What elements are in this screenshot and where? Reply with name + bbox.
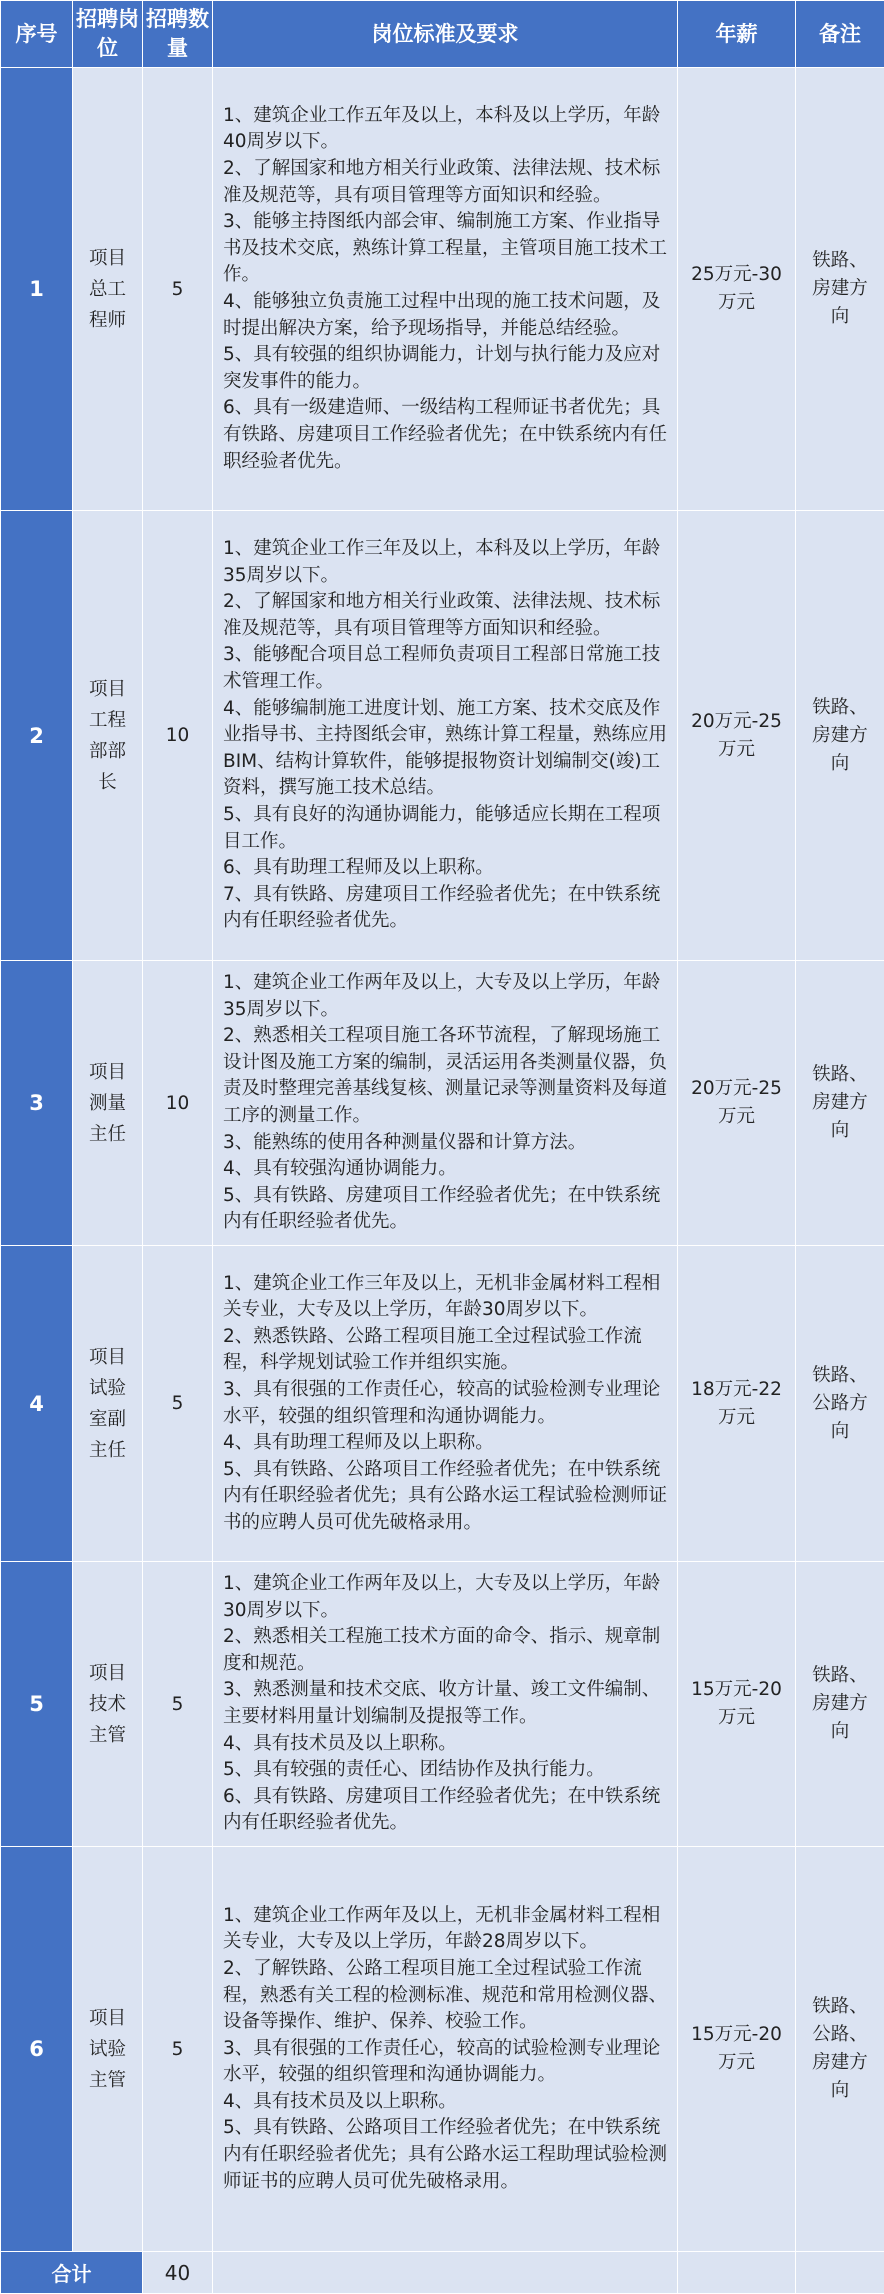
row-salary: 18万元-22万元 <box>678 1246 796 1562</box>
header-count: 招聘数量 <box>143 1 213 68</box>
requirement-item: 4、具有技术员及以上职称。 <box>223 1731 673 1758</box>
row-position: 项目测量主任 <box>73 961 143 1246</box>
requirement-item: 2、熟悉铁路、公路工程项目施工全过程试验工作流程，科学规划试验工作并组织实施。 <box>223 1324 673 1377</box>
requirement-item: 6、具有助理工程师及以上职称。 <box>223 855 673 882</box>
total-empty-cell <box>213 2252 678 2294</box>
requirement-item: 2、了解铁路、公路工程项目施工全过程试验工作流程，熟悉有关工程的检测标准、规范和常用检测仪器、设备等操作、维护、保养、校验工作。 <box>223 1956 673 2036</box>
total-row <box>1 2252 884 2294</box>
row-count: 10 <box>143 511 213 961</box>
requirement-item: 3、能熟练的使用各种测量仪器和计算方法。 <box>223 1130 673 1157</box>
row-requirements <box>213 1562 678 1847</box>
total-label: 合计 <box>1 2252 143 2294</box>
row-count: 5 <box>143 1562 213 1847</box>
requirement-item: 1、建筑企业工作五年及以上，本科及以上学历，年龄40周岁以下。 <box>223 103 673 156</box>
row-note: 铁路、公路方向 <box>796 1246 884 1562</box>
table-row <box>1 1562 884 1847</box>
row-salary: 20万元-25万元 <box>678 511 796 961</box>
row-seq: 3 <box>1 961 73 1246</box>
requirement-item: 4、能够编制施工进度计划、施工方案、技术交底及作业指导书、主持图纸会审，熟练计算工程量，熟练应用BIM、结构计算软件，能够提报物资计划编制交(竣)工资料，撰写施工技术总结。 <box>223 696 673 802</box>
requirement-item: 3、熟悉测量和技术交底、收方计量、竣工文件编制、主要材料用量计划编制及提报等工作。 <box>223 1677 673 1730</box>
requirement-item: 1、建筑企业工作两年及以上，大专及以上学历，年龄35周岁以下。 <box>223 970 673 1023</box>
requirement-item: 6、具有一级建造师、一级结构工程师证书者优先；具有铁路、房建项目工作经验者优先；在中铁系统内有任职经验者优先。 <box>223 395 673 475</box>
row-position: 项目总工程师 <box>73 68 143 511</box>
requirement-item: 1、建筑企业工作两年及以上，大专及以上学历，年龄30周岁以下。 <box>223 1571 673 1624</box>
row-count: 5 <box>143 1246 213 1562</box>
row-salary: 15万元-20万元 <box>678 1562 796 1847</box>
requirement-item: 2、了解国家和地方相关行业政策、法律法规、技术标准及规范等，具有项目管理等方面知识和经验。 <box>223 589 673 642</box>
row-salary: 15万元-20万元 <box>678 1847 796 2252</box>
header-row <box>1 1 884 68</box>
row-position: 项目试验主管 <box>73 1847 143 2252</box>
row-seq: 4 <box>1 1246 73 1562</box>
total-empty-cell <box>678 2252 796 2294</box>
row-note: 铁路、房建方向 <box>796 511 884 961</box>
requirement-item: 5、具有铁路、公路项目工作经验者优先；在中铁系统内有任职经验者优先；具有公路水运工程助理试验检测师证书的应聘人员可优先破格录用。 <box>223 2115 673 2195</box>
requirement-item: 3、具有很强的工作责任心，较高的试验检测专业理论水平，较强的组织管理和沟通协调能力。 <box>223 1377 673 1430</box>
table-row <box>1 961 884 1246</box>
row-requirements <box>213 68 678 511</box>
header-note: 备注 <box>796 1 884 68</box>
row-requirements <box>213 1847 678 2252</box>
row-note: 铁路、房建方向 <box>796 1562 884 1847</box>
requirement-item: 5、具有铁路、房建项目工作经验者优先；在中铁系统内有任职经验者优先。 <box>223 1183 673 1236</box>
requirement-item: 5、具有良好的沟通协调能力，能够适应长期在工程项目工作。 <box>223 802 673 855</box>
table-row <box>1 1246 884 1562</box>
requirement-item: 6、具有铁路、房建项目工作经验者优先；在中铁系统内有任职经验者优先。 <box>223 1784 673 1837</box>
row-count: 5 <box>143 68 213 511</box>
requirement-item: 3、能够主持图纸内部会审、编制施工方案、作业指导书及技术交底，熟练计算工程量，主管项目施工技术工作。 <box>223 209 673 289</box>
table-row <box>1 68 884 511</box>
total-empty-cell <box>796 2252 884 2294</box>
row-note: 铁路、公路、房建方向 <box>796 1847 884 2252</box>
requirement-item: 4、具有技术员及以上职称。 <box>223 2089 673 2116</box>
requirement-item: 5、具有较强的责任心、团结协作及执行能力。 <box>223 1757 673 1784</box>
requirement-item: 4、具有较强沟通协调能力。 <box>223 1156 673 1183</box>
requirement-item: 1、建筑企业工作两年及以上，无机非金属材料工程相关专业，大专及以上学历，年龄28周岁以下。 <box>223 1903 673 1956</box>
header-requirements: 岗位标准及要求 <box>213 1 678 68</box>
requirement-item: 3、能够配合项目总工程师负责项目工程部日常施工技术管理工作。 <box>223 642 673 695</box>
row-salary: 25万元-30万元 <box>678 68 796 511</box>
row-position: 项目试验室副主任 <box>73 1246 143 1562</box>
row-requirements <box>213 961 678 1246</box>
requirement-item: 5、具有铁路、公路项目工作经验者优先；在中铁系统内有任职经验者优先；具有公路水运工程试验检测师证书的应聘人员可优先破格录用。 <box>223 1457 673 1537</box>
row-count: 5 <box>143 1847 213 2252</box>
row-position: 项目工程部部长 <box>73 511 143 961</box>
requirement-item: 7、具有铁路、房建项目工作经验者优先；在中铁系统内有任职经验者优先。 <box>223 882 673 935</box>
requirement-item: 2、了解国家和地方相关行业政策、法律法规、技术标准及规范等，具有项目管理等方面知识和经验。 <box>223 156 673 209</box>
requirement-item: 1、建筑企业工作三年及以上，无机非金属材料工程相关专业，大专及以上学历，年龄30周岁以下。 <box>223 1271 673 1324</box>
row-requirements <box>213 511 678 961</box>
row-seq: 2 <box>1 511 73 961</box>
row-requirements <box>213 1246 678 1562</box>
row-note: 铁路、房建方向 <box>796 68 884 511</box>
requirement-item: 2、熟悉相关工程施工技术方面的命令、指示、规章制度和规范。 <box>223 1624 673 1677</box>
table-row <box>1 511 884 961</box>
row-position: 项目技术主管 <box>73 1562 143 1847</box>
requirement-item: 4、能够独立负责施工过程中出现的施工技术问题，及时提出解决方案，给予现场指导，并能总结经验。 <box>223 289 673 342</box>
row-salary: 20万元-25万元 <box>678 961 796 1246</box>
row-seq: 6 <box>1 1847 73 2252</box>
requirement-item: 3、具有很强的工作责任心，较高的试验检测专业理论水平，较强的组织管理和沟通协调能力。 <box>223 2036 673 2089</box>
row-count: 10 <box>143 961 213 1246</box>
table-row <box>1 1847 884 2252</box>
requirement-item: 1、建筑企业工作三年及以上，本科及以上学历，年龄35周岁以下。 <box>223 536 673 589</box>
row-seq: 5 <box>1 1562 73 1847</box>
header-position: 招聘岗位 <box>73 1 143 68</box>
header-salary: 年薪 <box>678 1 796 68</box>
header-seq: 序号 <box>1 1 73 68</box>
total-count: 40 <box>143 2252 213 2294</box>
row-note: 铁路、房建方向 <box>796 961 884 1246</box>
requirement-item: 4、具有助理工程师及以上职称。 <box>223 1430 673 1457</box>
row-seq: 1 <box>1 68 73 511</box>
requirement-item: 2、熟悉相关工程项目施工各环节流程，了解现场施工设计图及施工方案的编制，灵活运用各类测量仪器，负责及时整理完善基线复核、测量记录等测量资料及每道工序的测量工作。 <box>223 1023 673 1129</box>
requirement-item: 5、具有较强的组织协调能力，计划与执行能力及应对突发事件的能力。 <box>223 342 673 395</box>
